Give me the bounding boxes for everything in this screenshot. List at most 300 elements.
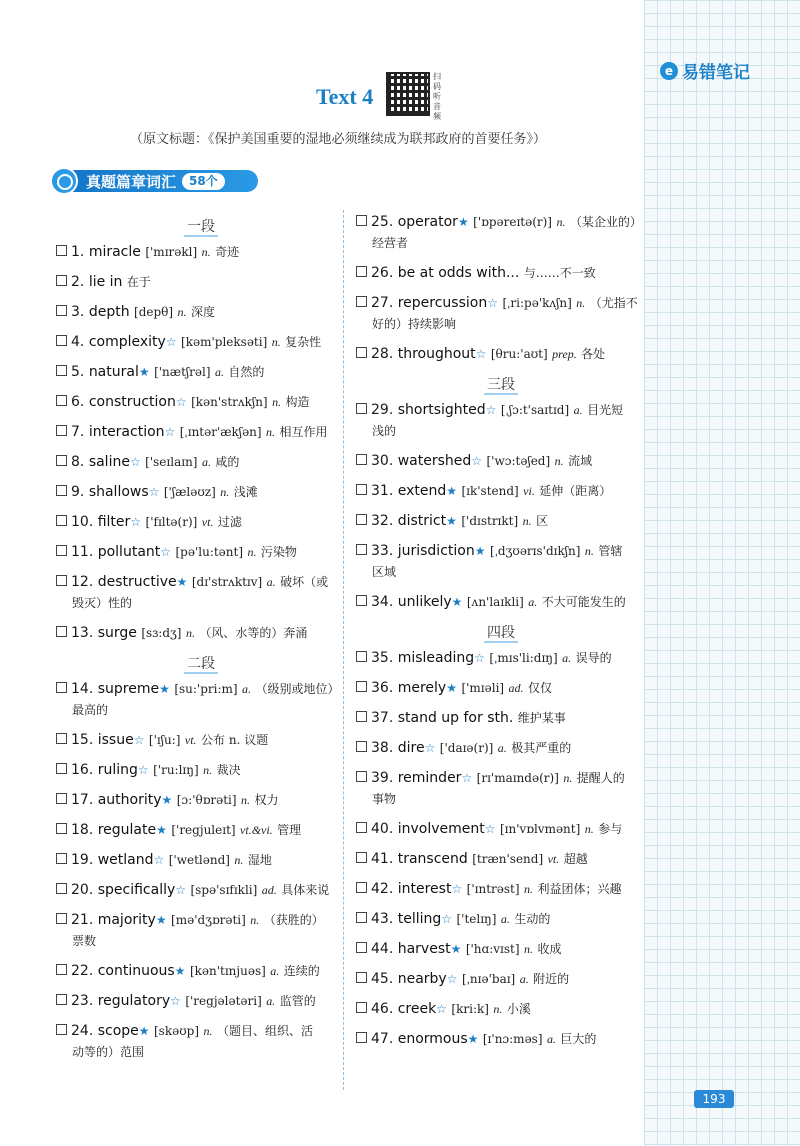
star-icon: ☆ xyxy=(160,545,172,559)
vocab-entry xyxy=(356,678,646,699)
entry-number: 43. xyxy=(371,911,394,927)
entry-word: stand up for sth. xyxy=(397,710,514,726)
vocab-entry xyxy=(356,819,646,840)
vocab-entry xyxy=(56,820,346,841)
entry-definition-cont: 区域 xyxy=(372,565,397,579)
entry-definition: 过滤 xyxy=(217,515,242,529)
entry-pos: a. xyxy=(500,912,510,926)
checkbox[interactable] xyxy=(56,763,67,774)
checkbox[interactable] xyxy=(356,852,367,863)
checkbox[interactable] xyxy=(356,544,367,555)
entry-phonetic: ['fɪltə(r)] xyxy=(145,515,198,529)
checkbox[interactable] xyxy=(56,853,67,864)
vocab-entry xyxy=(56,880,346,901)
checkbox[interactable] xyxy=(356,403,367,414)
entry-number: 45. xyxy=(371,971,394,987)
entry-phonetic: [ˌri:pə'kʌʃn] xyxy=(502,296,572,310)
entry-definition: （尤指不 xyxy=(589,296,638,310)
entry-phonetic: ['daɪə(r)] xyxy=(439,741,494,755)
section-heading xyxy=(56,653,346,673)
entry-pos: vt.&vi. xyxy=(240,823,273,837)
brand-text: 易错笔记 xyxy=(682,63,750,83)
entry-number: 44. xyxy=(371,941,394,957)
checkbox[interactable] xyxy=(56,733,67,744)
entry-number: 22. xyxy=(71,963,94,979)
entry-pos: a. xyxy=(497,741,507,755)
entry-word: construction xyxy=(88,394,176,410)
checkbox[interactable] xyxy=(356,266,367,277)
entry-word: reminder xyxy=(397,770,462,786)
entry-phonetic: [ɔ:'θɒrəti] xyxy=(176,793,237,807)
entry-word: enormous xyxy=(397,1031,468,1047)
checkbox[interactable] xyxy=(56,545,67,556)
checkbox[interactable] xyxy=(356,882,367,893)
entry-pos: a. xyxy=(214,365,224,379)
entry-word: misleading xyxy=(397,650,475,666)
entry-word: authority xyxy=(97,792,162,808)
entry-number: 35. xyxy=(371,650,394,666)
entry-definition: 利益团体；兴趣 xyxy=(537,882,622,896)
entry-definition: 极其严重的 xyxy=(511,741,572,755)
entry-word: saline xyxy=(88,454,130,470)
entry-definition: 监管的 xyxy=(279,994,316,1008)
entry-phonetic: [skəʊp] xyxy=(154,1024,200,1038)
entry-word: lie in xyxy=(88,274,123,290)
entry-pos: n. xyxy=(523,882,533,896)
entry-number: 12. xyxy=(71,574,94,590)
entry-phonetic: [ɪ'nɔ:məs] xyxy=(482,1032,543,1046)
entry-definition-cont: 票数 xyxy=(72,934,97,948)
star-icon: ☆ xyxy=(175,395,187,409)
entry-word: depth xyxy=(88,304,130,320)
entry-word: merely xyxy=(397,680,447,696)
qr-code-icon xyxy=(386,72,430,116)
section-heading xyxy=(356,374,646,394)
checkbox[interactable] xyxy=(56,682,67,693)
checkbox[interactable] xyxy=(56,365,67,376)
checkbox[interactable] xyxy=(356,942,367,953)
vocab-entry xyxy=(356,400,646,442)
star-icon: ☆ xyxy=(451,882,463,896)
entry-pos: n. xyxy=(522,514,532,528)
star-icon: ★ xyxy=(474,544,486,558)
entry-number: 19. xyxy=(71,852,94,868)
vocab-entry xyxy=(356,451,646,472)
checkbox[interactable] xyxy=(56,395,67,406)
vocab-entry xyxy=(56,272,346,293)
section-label: 二段 xyxy=(184,656,218,674)
star-icon: ☆ xyxy=(130,515,142,529)
star-icon: ★ xyxy=(467,1032,479,1046)
entry-number: 31. xyxy=(371,483,394,499)
entry-number: 6. xyxy=(71,394,85,410)
star-icon: ☆ xyxy=(164,425,176,439)
entry-pos: n. xyxy=(220,485,230,499)
vocab-entry xyxy=(356,999,646,1020)
entry-pos: n. xyxy=(524,942,533,956)
entry-number: 30. xyxy=(371,453,394,469)
entry-word: district xyxy=(397,513,447,529)
entry-definition: 自然的 xyxy=(228,365,265,379)
checkbox[interactable] xyxy=(56,626,67,637)
entry-word: filter xyxy=(97,514,131,530)
vocab-entry xyxy=(56,242,346,263)
entry-phonetic: ['regjuleɪt] xyxy=(171,823,236,837)
vocab-entry xyxy=(56,850,346,871)
checkbox[interactable] xyxy=(56,823,67,834)
checkbox[interactable] xyxy=(356,296,367,307)
entry-phonetic: ['wɔ:təʃed] xyxy=(486,454,551,468)
vocab-entry xyxy=(356,849,646,870)
entry-word: majority xyxy=(97,912,156,928)
checkbox[interactable] xyxy=(56,275,67,286)
vocab-entry xyxy=(356,909,646,930)
entry-pos: a. xyxy=(270,964,280,978)
entry-word: nearby xyxy=(397,971,447,987)
entry-definition-cont: 动等的）范围 xyxy=(72,1045,145,1059)
checkbox[interactable] xyxy=(56,964,67,975)
entry-phonetic: ['ɪntrəst] xyxy=(466,882,520,896)
grid-paper-margin xyxy=(644,0,800,1146)
checkbox[interactable] xyxy=(56,913,67,924)
checkbox[interactable] xyxy=(56,575,67,586)
entry-phonetic: [ɪk'stend] xyxy=(461,484,519,498)
entry-number: 8. xyxy=(71,454,85,470)
entry-phonetic: [kəm'pleksəti] xyxy=(181,335,268,349)
entry-pos: prep. xyxy=(552,347,577,361)
star-icon: ☆ xyxy=(153,853,165,867)
checkbox[interactable] xyxy=(356,514,367,525)
entry-word: surge xyxy=(97,625,137,641)
entry-word: shallows xyxy=(88,484,149,500)
entry-phonetic: [ˌdʒʊərɪs'dɪkʃn] xyxy=(489,544,581,558)
word-count-badge: 58个 xyxy=(182,173,225,190)
entry-number: 18. xyxy=(71,822,94,838)
entry-definition: 权力 xyxy=(254,793,279,807)
vocab-entry xyxy=(356,939,646,960)
vocab-entry xyxy=(56,362,346,383)
entry-phonetic: ['ɒpəreɪtə(r)] xyxy=(473,215,552,229)
entry-phonetic: [træn'send] xyxy=(472,852,544,866)
vocab-entry xyxy=(56,730,346,751)
checkbox[interactable] xyxy=(356,595,367,606)
entry-number: 32. xyxy=(371,513,394,529)
entry-definition: 超越 xyxy=(563,852,588,866)
entry-number: 38. xyxy=(371,740,394,756)
entry-phonetic: [rɪ'maɪndə(r)] xyxy=(476,771,559,785)
star-icon: ☆ xyxy=(441,912,453,926)
entry-definition: 污染物 xyxy=(260,545,297,559)
entry-definition: 深度 xyxy=(190,305,215,319)
star-icon: ★ xyxy=(176,575,188,589)
entry-number: 5. xyxy=(71,364,85,380)
star-icon: ☆ xyxy=(424,741,436,755)
entry-word: throughout xyxy=(397,346,476,362)
section-heading xyxy=(56,216,346,236)
entry-number: 36. xyxy=(371,680,394,696)
banner-label: 真题篇章词汇 xyxy=(86,172,177,191)
checkbox[interactable] xyxy=(356,912,367,923)
entry-pos: a. xyxy=(573,403,583,417)
vocab-banner xyxy=(50,166,260,196)
entry-number: 23. xyxy=(71,993,94,1009)
vocab-entry xyxy=(356,293,646,335)
star-icon: ☆ xyxy=(461,771,473,785)
vocab-entry xyxy=(56,482,346,503)
entry-definition: 在于 xyxy=(126,275,151,289)
entry-definition: 误导的 xyxy=(575,651,612,665)
entry-number: 25. xyxy=(371,214,394,230)
vocab-entry xyxy=(56,392,346,413)
vocab-entry xyxy=(356,708,646,729)
entry-phonetic: [kən'tɪnjuəs] xyxy=(189,964,266,978)
page-subtitle: （原文标题：《保护美国重要的湿地必须继续成为联邦政府的首要任务》） xyxy=(130,132,547,147)
checkbox[interactable] xyxy=(56,994,67,1005)
entry-pos: n. xyxy=(234,853,244,867)
star-icon: ☆ xyxy=(133,733,145,747)
entry-phonetic: [ˌnɪə'baɪ] xyxy=(461,972,516,986)
entry-definition: 仅仅 xyxy=(528,681,553,695)
entry-definition: （某企业的） xyxy=(569,215,642,229)
entry-definition: 管理 xyxy=(277,823,302,837)
star-icon: ☆ xyxy=(474,651,485,665)
entry-phonetic: [ˌmɪs'li:dɪŋ] xyxy=(489,651,558,665)
checkbox[interactable] xyxy=(356,651,367,662)
entry-definition: 流域 xyxy=(568,454,593,468)
entry-phonetic: [kri:k] xyxy=(451,1002,489,1016)
star-icon: ☆ xyxy=(485,403,497,417)
entry-number: 4. xyxy=(71,334,85,350)
entry-number: 37. xyxy=(371,710,394,726)
entry-word: wetland xyxy=(97,852,154,868)
star-icon: ☆ xyxy=(165,335,177,349)
entry-pos: n. xyxy=(576,296,586,310)
entry-definition: 附近的 xyxy=(533,972,570,986)
entry-number: 47. xyxy=(371,1031,394,1047)
entry-phonetic: [sɜ:dʒ] xyxy=(141,626,182,640)
star-icon: ★ xyxy=(450,942,462,956)
entry-pos: n. xyxy=(556,215,566,229)
search-icon xyxy=(50,167,78,195)
entry-definition: 不大可能发生的 xyxy=(541,595,626,609)
entry-word: pollutant xyxy=(97,544,161,560)
entry-definition: 构造 xyxy=(285,395,310,409)
star-icon: ★ xyxy=(174,964,186,978)
entry-pos: a. xyxy=(242,682,252,696)
entry-definition: 奇迹 xyxy=(215,245,240,259)
vocab-entry xyxy=(56,422,346,443)
checkbox[interactable] xyxy=(356,215,367,226)
entry-definition: 公布 n. 议题 xyxy=(201,733,269,747)
checkbox[interactable] xyxy=(356,741,367,752)
star-icon: ☆ xyxy=(471,454,483,468)
entry-word: supreme xyxy=(97,681,160,697)
star-icon: ☆ xyxy=(170,994,181,1008)
entry-pos: n. xyxy=(563,771,573,785)
checkbox[interactable] xyxy=(56,1024,67,1035)
entry-definition-cont: 毁灭）性的 xyxy=(72,596,133,610)
entry-number: 15. xyxy=(71,732,94,748)
entry-word: telling xyxy=(397,911,442,927)
entry-pos: vt. xyxy=(184,733,197,747)
entry-phonetic: ['dɪstrɪkt] xyxy=(461,514,519,528)
entry-number: 26. xyxy=(371,265,394,281)
entry-pos: ad. xyxy=(261,883,277,897)
vocab-entry xyxy=(356,541,646,583)
star-icon: ☆ xyxy=(475,347,487,361)
entry-phonetic: [θru:'aʊt] xyxy=(490,347,548,361)
star-icon: ★ xyxy=(138,365,150,379)
star-icon: ☆ xyxy=(484,822,496,836)
entry-pos: a. xyxy=(266,575,276,589)
entry-phonetic: ['ɪʃu:] xyxy=(148,733,181,747)
entry-word: operator xyxy=(397,214,458,230)
entry-word: scope xyxy=(97,1023,139,1039)
entry-definition: 管辖 xyxy=(598,544,623,558)
checkbox[interactable] xyxy=(356,1002,367,1013)
entry-definition: 连续的 xyxy=(283,964,320,978)
star-icon: ★ xyxy=(156,823,167,837)
vocab-entry xyxy=(56,623,346,644)
entry-number: 9. xyxy=(71,484,85,500)
checkbox[interactable] xyxy=(56,883,67,894)
checkbox[interactable] xyxy=(356,771,367,782)
entry-definition: 提醒人的 xyxy=(576,771,625,785)
entry-word: watershed xyxy=(397,453,472,469)
vocab-entry xyxy=(356,879,646,900)
section-heading xyxy=(356,622,646,642)
entry-word: ruling xyxy=(97,762,138,778)
entry-word: miracle xyxy=(88,244,141,260)
entry-number: 1. xyxy=(71,244,85,260)
entry-phonetic: ['seɪlaɪn] xyxy=(145,455,198,469)
entry-number: 21. xyxy=(71,912,94,928)
checkbox[interactable] xyxy=(356,822,367,833)
checkbox[interactable] xyxy=(56,455,67,466)
entry-pos: n. xyxy=(250,913,260,927)
checkbox[interactable] xyxy=(56,485,67,496)
section-label: 三段 xyxy=(484,377,518,395)
entry-word: extend xyxy=(397,483,447,499)
entry-pos: ad. xyxy=(508,681,524,695)
entry-phonetic: [spə'sɪfɪkli] xyxy=(190,883,258,897)
entry-word: complexity xyxy=(88,334,166,350)
entry-definition: 具体来说 xyxy=(281,883,330,897)
checkbox[interactable] xyxy=(356,1032,367,1043)
star-icon: ★ xyxy=(155,913,167,927)
entry-phonetic: ['mɪəli] xyxy=(461,681,505,695)
checkbox[interactable] xyxy=(56,793,67,804)
entry-number: 7. xyxy=(71,424,85,440)
checkbox[interactable] xyxy=(356,484,367,495)
entry-pos: vi. xyxy=(523,484,535,498)
entry-number: 40. xyxy=(371,821,394,837)
vocab-entry xyxy=(356,648,646,669)
entry-word: involvement xyxy=(397,821,485,837)
entry-phonetic: ['regjələtəri] xyxy=(185,994,262,1008)
entry-word: issue xyxy=(97,732,134,748)
checkbox[interactable] xyxy=(356,711,367,722)
entry-pos: a. xyxy=(546,1032,556,1046)
entry-definition: 小溪 xyxy=(506,1002,531,1016)
entry-pos: a. xyxy=(519,972,529,986)
entry-pos: vt. xyxy=(201,515,214,529)
checkbox[interactable] xyxy=(56,245,67,256)
checkbox[interactable] xyxy=(56,305,67,316)
entry-word: jurisdiction xyxy=(397,543,475,559)
page-number: 193 xyxy=(694,1090,734,1108)
checkbox[interactable] xyxy=(356,681,367,692)
star-icon: ★ xyxy=(446,514,457,528)
vocab-entry xyxy=(56,961,346,982)
vocab-entry xyxy=(56,302,346,323)
entry-word: regulatory xyxy=(97,993,171,1009)
entry-number: 10. xyxy=(71,514,94,530)
entry-definition: 目光短 xyxy=(587,403,624,417)
vocab-entry xyxy=(356,344,646,365)
entry-pos: n. xyxy=(241,793,251,807)
entry-word: interest xyxy=(397,881,452,897)
star-icon: ★ xyxy=(138,1024,150,1038)
entry-definition: 收成 xyxy=(537,942,562,956)
entry-definition: 生动的 xyxy=(514,912,551,926)
vocab-entry xyxy=(356,212,646,254)
entry-pos: n. xyxy=(584,822,594,836)
entry-pos: n. xyxy=(185,626,195,640)
entry-number: 3. xyxy=(71,304,85,320)
checkbox[interactable] xyxy=(56,335,67,346)
entry-number: 42. xyxy=(371,881,394,897)
entry-number: 33. xyxy=(371,543,394,559)
checkbox[interactable] xyxy=(56,515,67,526)
page-title: Text 4 xyxy=(316,84,374,109)
entry-pos: n. xyxy=(554,454,564,468)
entry-word: be at odds with... xyxy=(397,265,520,281)
entry-phonetic: [dɪ'strʌktɪv] xyxy=(191,575,263,589)
vocab-entry xyxy=(56,332,346,353)
left-column xyxy=(56,212,346,1072)
vocab-entry xyxy=(56,910,346,952)
star-icon: ☆ xyxy=(436,1002,447,1016)
entry-definition-cont: 事物 xyxy=(372,792,397,806)
brand-icon: e xyxy=(660,62,678,80)
entry-number: 20. xyxy=(71,882,94,898)
entry-definition: 巨大的 xyxy=(560,1032,597,1046)
star-icon: ☆ xyxy=(487,296,498,310)
entry-phonetic: ['nætʃrəl] xyxy=(154,365,211,379)
vocab-entry xyxy=(56,679,346,721)
star-icon: ★ xyxy=(161,793,173,807)
star-icon: ★ xyxy=(457,215,469,229)
checkbox[interactable] xyxy=(356,347,367,358)
entry-definition: 各处 xyxy=(581,347,606,361)
entry-phonetic: ['ʃæləʊz] xyxy=(163,485,216,499)
checkbox[interactable] xyxy=(356,454,367,465)
checkbox[interactable] xyxy=(56,425,67,436)
entry-definition-cont: 好的）持续影响 xyxy=(372,317,457,331)
entry-pos: n. xyxy=(266,425,276,439)
vocab-entry xyxy=(56,572,346,614)
entry-definition: 相互作用 xyxy=(279,425,328,439)
entry-definition: 维护某事 xyxy=(517,711,566,725)
entry-word: natural xyxy=(88,364,139,380)
entry-phonetic: ['wetlənd] xyxy=(168,853,230,867)
entry-number: 24. xyxy=(71,1023,94,1039)
entry-number: 46. xyxy=(371,1001,394,1017)
checkbox[interactable] xyxy=(356,972,367,983)
entry-word: dire xyxy=(397,740,425,756)
entry-number: 17. xyxy=(71,792,94,808)
